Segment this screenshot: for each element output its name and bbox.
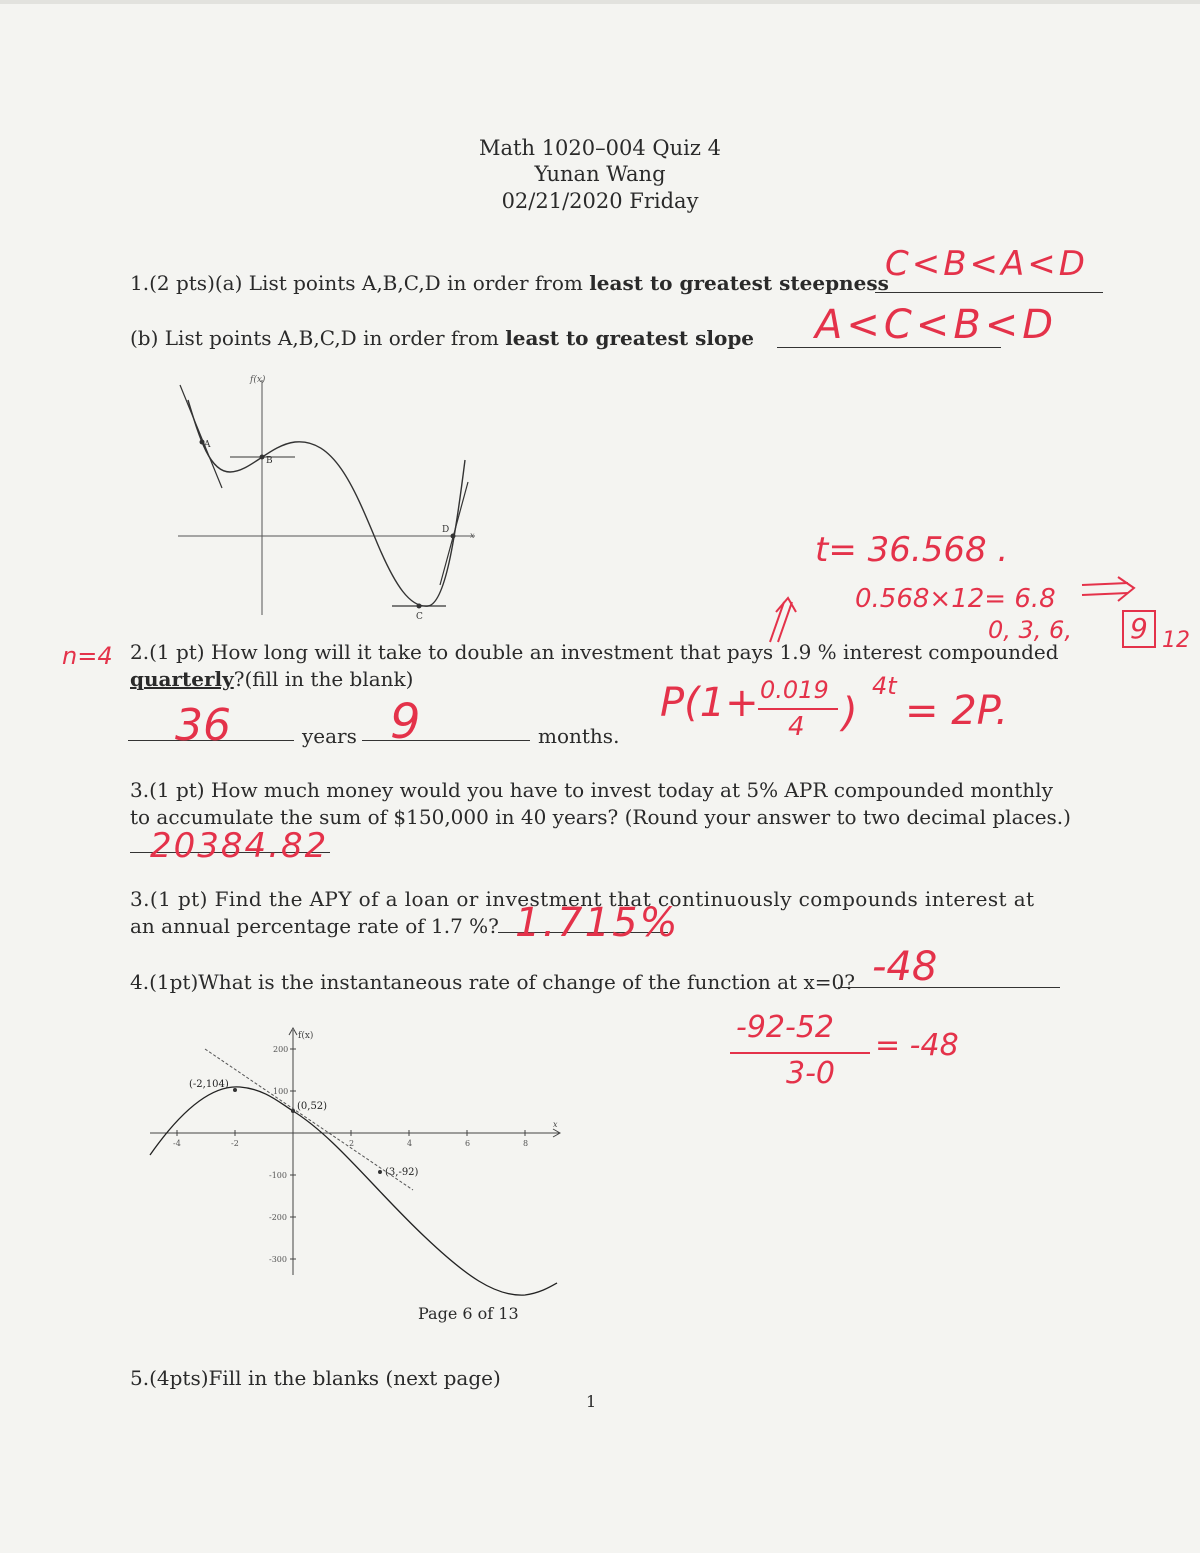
- q2-line2: [130, 667, 413, 691]
- q4-xtick-5: 6: [465, 1139, 471, 1148]
- q1-curve: [188, 400, 465, 606]
- q2-eq-num: 0.019: [760, 676, 829, 704]
- q2-work-seq: 0, 3, 6,: [988, 616, 1072, 644]
- page-note: Page 6 of 13: [418, 1304, 519, 1323]
- q3b-line1: 3.(1 pt) Find the APY of a loan or investment that continuously compounds interest at: [130, 887, 1035, 911]
- q1a-answer: C<B<A<D: [885, 244, 1088, 284]
- tangent-a: [180, 385, 222, 488]
- q4-x-label: x: [553, 1120, 558, 1129]
- q1b-text: [130, 326, 754, 350]
- q4-curve: [150, 1087, 557, 1295]
- q3b-line2: an annual percentage rate of 1.7 %?: [130, 914, 499, 938]
- q1-graph: [170, 370, 490, 620]
- q1a-blank[interactable]: [875, 292, 1103, 293]
- q4-work-den: 3-0: [786, 1056, 835, 1091]
- q4-ytick-3: -100: [269, 1171, 287, 1180]
- q4-xtick-3: 2: [349, 1139, 355, 1148]
- q4-ytick-4: -200: [269, 1213, 287, 1222]
- q4-y-label: f(x): [298, 1031, 314, 1041]
- q4-work-result: = -48: [875, 1028, 959, 1063]
- q4-xtick-1: -4: [173, 1139, 181, 1148]
- q2-work-boxed: 9: [1122, 610, 1156, 648]
- q1b-bold: least to greatest slope: [505, 326, 755, 350]
- q2-rest: ?(fill in the blank): [233, 667, 414, 691]
- q2-bold: quarterly: [130, 667, 234, 691]
- point-c: [417, 604, 422, 609]
- q2-eq-exp: 4t: [872, 672, 897, 700]
- q2-years-label: years: [302, 724, 357, 748]
- q2-eq-left: P(1+: [660, 680, 759, 726]
- author-name: Yunan Wang: [534, 162, 666, 186]
- q1b-prefix: (b) List points A,B,C,D in order from: [130, 326, 506, 350]
- q4-ytick-2: 100: [273, 1087, 289, 1096]
- page-top-edge: [0, 0, 1200, 4]
- q1a-bold: least to greatest steepness: [589, 271, 889, 295]
- q2-years-answer: 36: [175, 700, 231, 751]
- q4-ytick-5: -300: [269, 1255, 287, 1264]
- q1-x-label: x: [470, 531, 475, 540]
- point-a-label: A: [204, 440, 211, 450]
- q2-months-label: months.: [538, 724, 620, 748]
- q3b-answer: 1.715%: [515, 900, 680, 946]
- double-arrow-icon: [762, 596, 802, 646]
- point-c-label: C: [416, 612, 423, 622]
- point-b: [260, 455, 265, 460]
- q4-secant-line: [205, 1049, 413, 1190]
- q3a-line1: 3.(1 pt) How much money would you have to invest today at 5% APR compounded monthly: [130, 778, 1053, 802]
- q2-work-t: t= 36.568 .: [815, 530, 1009, 570]
- q2-eq-right: = 2P.: [905, 688, 1009, 734]
- arrow-icon: [1080, 575, 1140, 605]
- page-number: 1: [586, 1392, 597, 1411]
- q1a-text: [130, 271, 889, 295]
- q2-months-answer: 9: [390, 694, 421, 750]
- q2-eq-den: 4: [788, 712, 805, 742]
- q4-xtick-6: 8: [523, 1139, 529, 1148]
- q1-y-label: f(x): [250, 375, 266, 385]
- quiz-date: 02/21/2020 Friday: [501, 189, 699, 213]
- q2-eq-paren: ): [842, 690, 858, 736]
- q4-answer: -48: [872, 944, 938, 990]
- q2-eq-fraction-bar: [758, 708, 838, 710]
- q5-text: 5.(4pts)Fill in the blanks (next page): [130, 1366, 501, 1390]
- q4-text: 4.(1pt)What is the instantaneous rate of change of the function at x=0?: [130, 970, 855, 994]
- q2-months-blank[interactable]: [362, 740, 530, 741]
- q1a-prefix: 1.(2 pts)(a) List points A,B,C,D in order from: [130, 271, 590, 295]
- q2-work-seq-end: 12: [1162, 628, 1190, 653]
- quiz-title: Math 1020–004 Quiz 4: [479, 136, 721, 160]
- q4-point-neg2: [233, 1088, 237, 1092]
- q4-xtick-4: 4: [407, 1139, 413, 1148]
- q4-work-fraction-bar: [730, 1052, 870, 1054]
- q2-margin-note: n=4: [62, 642, 113, 670]
- q3a-line2: to accumulate the sum of $150,000 in 40 years? (Round your answer to two decimal places.): [130, 805, 1071, 829]
- q1b-answer: A<C<B<D: [815, 302, 1058, 348]
- q4-point-0: [291, 1109, 295, 1113]
- q3a-answer: 20384.82: [150, 826, 329, 866]
- q4-label-0: (0,52): [297, 1101, 328, 1112]
- q4-ytick-1: 200: [273, 1045, 289, 1054]
- point-d: [451, 534, 456, 539]
- q2-line1: 2.(1 pt) How long will it take to double an investment that pays 1.9 % interest compounded: [130, 640, 1059, 664]
- point-d-label: D: [442, 525, 450, 535]
- q4-point-3: [378, 1170, 382, 1174]
- q4-xtick-2: -2: [231, 1139, 239, 1148]
- q2-work-frac: 0.568×12= 6.8: [855, 584, 1056, 614]
- q4-graph: [145, 1025, 575, 1315]
- q4-label-neg2: (-2,104): [189, 1079, 229, 1090]
- point-b-label: B: [266, 456, 273, 466]
- q4-label-3: (3,-92): [385, 1167, 419, 1178]
- q4-work-num: -92-52: [736, 1010, 834, 1045]
